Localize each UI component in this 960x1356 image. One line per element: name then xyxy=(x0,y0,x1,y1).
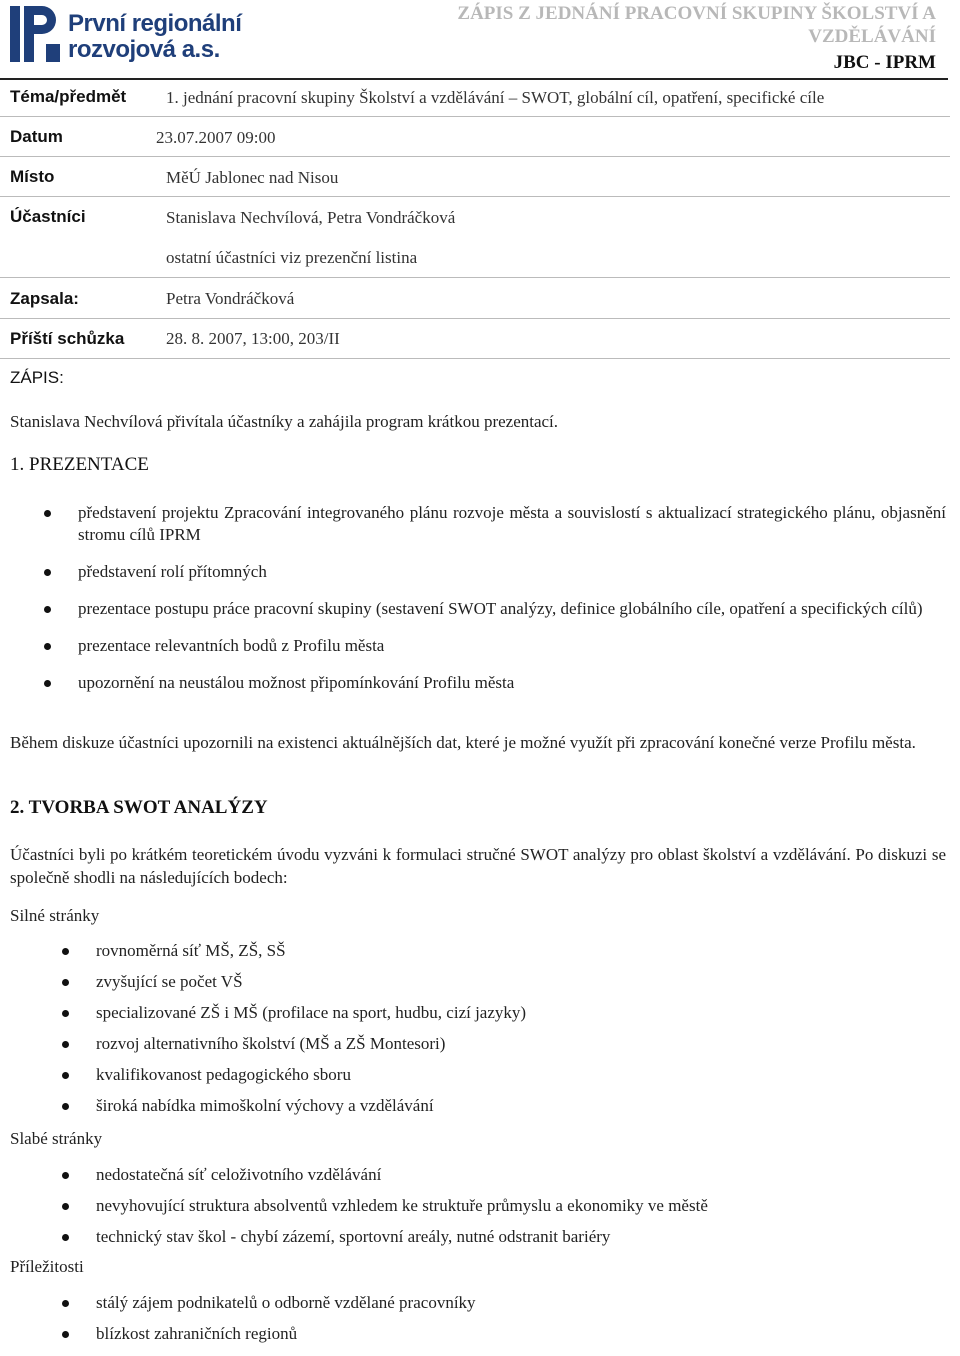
list-item xyxy=(62,1292,942,1314)
list-item xyxy=(44,502,946,546)
date-value: 23.07.2007 09:00 xyxy=(156,128,276,147)
strengths-list xyxy=(62,940,942,1117)
list-item-text: představení rolí přítomných xyxy=(78,562,267,581)
document-title: ZÁPIS Z JEDNÁNÍ PRACOVNÍ SKUPINY ŠKOLSTVÍ A VZDĚLÁVÁNÍ xyxy=(457,3,936,47)
participants-label: Účastníci xyxy=(10,207,86,226)
list-item xyxy=(62,1033,942,1055)
bullet-icon xyxy=(44,680,51,687)
bullet-icon xyxy=(62,1172,69,1179)
strengths-label: Silné stránky xyxy=(10,906,100,925)
bullet-icon xyxy=(62,1041,69,1048)
topic-value: 1. jednání pracovní skupiny Školství a vzdělávání – SWOT, globální cíl, opatření, specifické cíle xyxy=(166,88,825,107)
recorder-label: Zapsala: xyxy=(10,289,79,308)
bullet-icon xyxy=(62,948,69,955)
list-item xyxy=(62,1164,942,1186)
list-item-text: široká nabídka mimoškolní výchovy a vzdělávání xyxy=(96,1096,434,1115)
list-item xyxy=(44,635,946,657)
list-item-text: stálý zájem podnikatelů o odborně vzdělané pracovníky xyxy=(96,1293,476,1312)
bullet-icon xyxy=(62,1203,69,1210)
list-item xyxy=(62,940,942,962)
participants-note: ostatní účastníci viz prezenční listina xyxy=(166,248,418,267)
bullet-icon xyxy=(44,569,51,576)
list-item-text: kvalifikovanost pedagogického sboru xyxy=(96,1065,351,1084)
list-item xyxy=(44,598,946,620)
list-item-text: prezentace postupu práce pracovní skupiny (sestavení SWOT analýzy, definice globálního cíle, opatření a specifických cílů) xyxy=(78,599,923,618)
opportunities-list xyxy=(62,1292,942,1345)
list-item-text: upozornění na neustálou možnost připomínkování Profilu města xyxy=(78,673,515,692)
logo-mark-icon xyxy=(10,4,62,64)
bullet-icon xyxy=(44,606,51,613)
recorder-value: Petra Vondráčková xyxy=(166,289,295,308)
list-item-text: nevyhovující struktura absolventů vzhledem ke struktuře průmyslu a ekonomiky ve městě xyxy=(96,1196,708,1215)
logo-text-line1: První regionální xyxy=(68,10,242,37)
list-item xyxy=(62,1195,942,1217)
zapis-label: ZÁPIS: xyxy=(10,368,64,387)
swot-intro-paragraph: Účastníci byli po krátkém teoretickém úvodu vyzváni k formulaci stručné SWOT analýzy pro oblast školství a vzdělávání. Po diskuzi se společně shodli na následujících bodech: xyxy=(10,845,946,887)
date-label: Datum xyxy=(10,127,63,146)
list-item xyxy=(62,1095,942,1117)
section1-title: 1. PREZENTACE xyxy=(10,454,149,475)
logo-text-line2: rozvojová a.s. xyxy=(68,36,220,63)
list-item xyxy=(62,1226,942,1248)
company-logo xyxy=(10,4,242,66)
section2-title: 2. TVORBA SWOT ANALÝZY xyxy=(10,797,268,818)
presentation-list xyxy=(44,502,946,694)
list-item-text: rovnoměrná síť MŠ, ZŠ, SŠ xyxy=(96,941,286,960)
list-item xyxy=(44,672,946,694)
bullet-icon xyxy=(62,979,69,986)
bullet-icon xyxy=(62,1103,69,1110)
list-item-text: nedostatečná síť celoživotního vzdělávání xyxy=(96,1165,382,1184)
bullet-icon xyxy=(44,510,51,517)
row-divider xyxy=(0,277,950,278)
header-divider xyxy=(0,78,948,80)
place-label: Místo xyxy=(10,167,55,186)
list-item-text: rozvoj alternativního školství (MŠ a ZŠ Montesori) xyxy=(96,1034,446,1053)
row-divider xyxy=(0,358,950,359)
opportunities-label: Příležitosti xyxy=(10,1257,84,1276)
bullet-icon xyxy=(62,1300,69,1307)
list-item xyxy=(62,971,942,993)
list-item xyxy=(62,1323,942,1345)
row-divider xyxy=(0,156,950,157)
topic-label: Téma/předmět xyxy=(10,87,127,106)
bullet-icon xyxy=(62,1331,69,1338)
row-divider xyxy=(0,196,950,197)
intro-paragraph: Stanislava Nechvílová přivítala účastníky a zahájila program krátkou prezentací. xyxy=(10,412,559,431)
row-divider xyxy=(0,318,950,319)
row-divider xyxy=(0,116,950,117)
list-item-text: blízkost zahraničních regionů xyxy=(96,1324,298,1343)
list-item xyxy=(62,1064,942,1086)
list-item-text: specializované ZŠ i MŠ (profilace na sport, hudbu, cizí jazyky) xyxy=(96,1003,527,1022)
bullet-icon xyxy=(62,1072,69,1079)
next-meeting-value: 28. 8. 2007, 13:00, 203/II xyxy=(166,329,340,348)
list-item xyxy=(44,561,946,583)
list-item-text: představení projektu Zpracování integrovaného plánu rozvoje města a souvislostí s aktualizací strategického plánu, objasnění stromu cílů IPRM xyxy=(78,503,946,544)
weaknesses-list xyxy=(62,1164,942,1248)
list-item-text: prezentace relevantních bodů z Profilu města xyxy=(78,636,385,655)
list-item xyxy=(62,1002,942,1024)
weaknesses-label: Slabé stránky xyxy=(10,1129,103,1148)
document-code: JBC - IPRM xyxy=(833,52,936,73)
discussion-paragraph: Během diskuze účastníci upozornili na existenci aktuálnějších dat, které je možné využít při zpracování konečné verze Profilu města. xyxy=(10,733,916,752)
participants-value: Stanislava Nechvílová, Petra Vondráčková xyxy=(166,208,456,227)
next-meeting-label: Příští schůzka xyxy=(10,329,125,348)
place-value: MěÚ Jablonec nad Nisou xyxy=(166,168,339,187)
bullet-icon xyxy=(62,1234,69,1241)
list-item-text: zvyšující se počet VŠ xyxy=(96,972,243,991)
list-item-text: technický stav škol - chybí zázemí, sportovní areály, nutné odstranit bariéry xyxy=(96,1227,611,1246)
bullet-icon xyxy=(62,1010,69,1017)
bullet-icon xyxy=(44,643,51,650)
